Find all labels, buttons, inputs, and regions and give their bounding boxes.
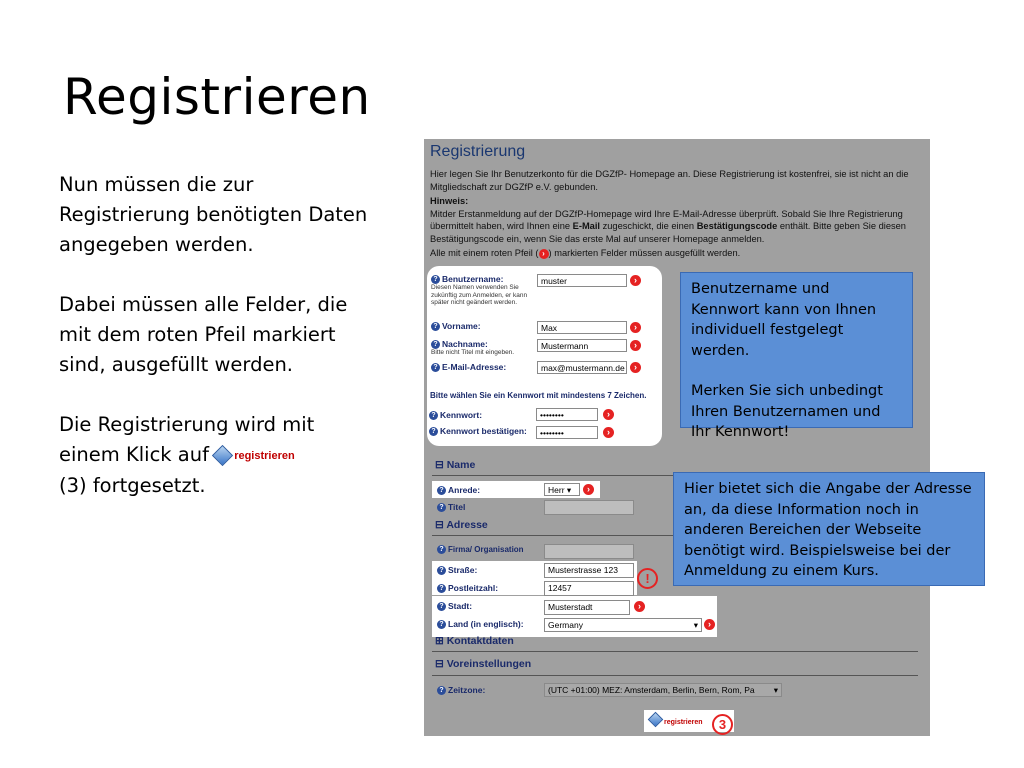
help-icon[interactable]: ? — [437, 686, 446, 695]
help-icon[interactable]: ? — [437, 486, 446, 495]
chevron-down-icon: ▾ — [566, 485, 572, 495]
firstname-label-group — [431, 321, 481, 331]
salutation-select[interactable]: Herr ▾ — [544, 483, 580, 496]
street-label-group — [437, 565, 477, 575]
red-arrow-icon: › — [630, 322, 641, 333]
help-icon[interactable]: ? — [431, 275, 440, 284]
chevron-down-icon: ▾ — [773, 685, 778, 695]
section-prefs-header[interactable]: ⊟ Voreinstellungen — [435, 658, 532, 670]
slide-title: Registrieren — [63, 68, 371, 126]
country-label-group — [437, 619, 524, 629]
red-arrow-icon: › — [603, 409, 614, 420]
para3-text: Die Registrierung wird mit einem Klick auf — [59, 413, 315, 466]
password-label: Kennwort: — [440, 410, 483, 420]
username-help: Diesen Namen verwenden Sie zukünftig zum Anmelden, er kann später nicht geändert werden. — [431, 284, 528, 307]
help-icon[interactable]: ? — [429, 411, 438, 420]
username-field[interactable]: muster — [537, 274, 627, 287]
company-field[interactable] — [544, 544, 634, 559]
street-label: Straße: — [448, 565, 478, 575]
diamond-icon — [212, 445, 233, 466]
title-label: Titel — [448, 502, 466, 512]
help-icon[interactable]: ? — [431, 340, 440, 349]
password-label-group — [429, 410, 482, 420]
lastname-label-group — [431, 339, 536, 357]
slide-body — [59, 170, 379, 501]
zip-label: Postleitzahl: — [448, 583, 499, 593]
form-title: Registrierung — [430, 143, 526, 160]
form-intro — [430, 168, 926, 260]
email-label: E-Mail-Adresse: — [442, 362, 507, 372]
username-label-group — [431, 274, 536, 307]
exclamation-icon: ! — [637, 568, 658, 589]
email-label-group — [431, 362, 506, 372]
body-paragraph-3 — [59, 410, 379, 501]
firstname-label: Vorname: — [442, 321, 481, 331]
register-button-label: registrieren — [664, 719, 703, 726]
intro-text: Hier legen Sie Ihr Benutzerkonto für die DGZfP- Homepage an. Diese Registrierung ist kostenfrei, sie ist nicht an die Mitgliedschaft zur DGZfP e.V. gebunden. — [430, 169, 909, 192]
street-field[interactable]: Musterstrasse 123 — [544, 563, 634, 578]
email-field[interactable]: max@mustermann.de — [537, 361, 627, 374]
help-icon[interactable]: ? — [429, 427, 438, 436]
salutation-label-group — [437, 485, 480, 495]
red-arrow-icon: › — [630, 340, 641, 351]
callout-credentials — [680, 272, 913, 440]
title-field[interactable] — [544, 500, 634, 515]
inline-register-label: registrieren — [234, 449, 295, 462]
password-hint: Bitte wählen Sie ein Kennwort mit mindestens 7 Zeichen. — [430, 391, 647, 400]
divider — [432, 675, 918, 676]
chevron-down-icon: ▾ — [693, 620, 698, 630]
lastname-label: Nachname: — [442, 339, 488, 349]
section-address-header[interactable]: ⊟ Adresse — [435, 519, 488, 531]
firstname-field[interactable]: Max — [537, 321, 627, 334]
timezone-select[interactable]: (UTC +01:00) MEZ: Amsterdam, Berlin, Bern, Rom, Pa ▾ — [544, 683, 782, 697]
callout-credentials-text-2: Merken Sie sich unbedingt Ihren Benutzernamen und Ihr Kennwort! — [691, 383, 883, 440]
city-label-group — [437, 601, 472, 611]
callout-credentials-text-1: Benutzername und Kennwort kann von Ihnen individuell festgelegt werden. — [691, 281, 877, 359]
country-select[interactable]: Germany ▾ — [544, 618, 702, 632]
red-arrow-icon: › — [634, 601, 645, 612]
password-confirm-field[interactable]: •••••••• — [536, 426, 598, 439]
help-icon[interactable]: ? — [437, 602, 446, 611]
section-name-header[interactable]: ⊟ Name — [435, 459, 476, 471]
red-arrow-icon: › — [704, 619, 715, 630]
lastname-help: Bitte nicht Titel mit eingeben. — [431, 349, 515, 357]
help-icon[interactable]: ? — [437, 620, 446, 629]
hint-text: Mitder Erstanmeldung auf der DGZfP-Homepage wird Ihre E-Mail-Adresse überprüft. Sobald Sie Ihre Registrierung übermittelt haben, wird Ihnen eine E-Mail zugeschickt, die einen Bestätigungscode enthält. Bitte geben Sie diesen Bestätigungscode ein, wenn Sie das erste Mal auf unserer Homepage anmelden. — [430, 208, 906, 244]
zip-field[interactable]: 12457 — [544, 581, 634, 596]
para3-end: (3) fortgesetzt. — [59, 473, 206, 497]
lastname-field[interactable]: Mustermann — [537, 339, 627, 352]
callout-address-text: Hier bietet sich die Angabe der Adresse an, da diese Information noch in anderen Bereichen der Webseite benötigt wird. Beispielsweise bei der Anmeldung zu einem Kurs. — [684, 481, 972, 579]
inline-register-icon — [215, 441, 295, 471]
required-note: Alle mit einem roten Pfeil ( › ) markierten Felder müssen ausgefüllt werden. — [430, 248, 741, 258]
red-arrow-icon: › — [630, 275, 641, 286]
timezone-label-group — [437, 685, 485, 695]
diamond-icon — [648, 712, 664, 728]
body-paragraph-2: Dabei müssen alle Felder, die mit dem roten Pfeil markiert sind, ausgefüllt werden. — [59, 293, 348, 376]
help-icon[interactable]: ? — [437, 503, 446, 512]
register-button[interactable] — [650, 713, 703, 726]
country-label: Land (in englisch): — [448, 619, 524, 629]
company-label-group — [437, 545, 524, 554]
red-arrow-icon: › — [539, 249, 549, 259]
section-contact-header[interactable]: ⊞ Kontaktdaten — [435, 635, 514, 647]
timezone-label: Zeitzone: — [448, 685, 486, 695]
password-confirm-label: Kennwort bestätigen: — [440, 426, 527, 436]
hint-label: Hinweis: — [430, 196, 469, 206]
password-confirm-label-group — [429, 426, 527, 436]
help-icon[interactable]: ? — [437, 566, 446, 575]
red-arrow-icon: › — [583, 484, 594, 495]
city-label: Stadt: — [448, 601, 473, 611]
password-field[interactable]: •••••••• — [536, 408, 598, 421]
divider — [432, 651, 918, 652]
company-label: Firma/ Organisation — [448, 545, 524, 554]
body-paragraph-1: Nun müssen die zur Registrierung benötigten Daten angegeben werden. — [59, 173, 368, 256]
red-arrow-icon: › — [603, 427, 614, 438]
title-label-group — [437, 502, 465, 512]
zip-label-group — [437, 583, 498, 593]
red-arrow-icon: › — [630, 362, 641, 373]
help-icon[interactable]: ? — [437, 584, 446, 593]
salutation-label: Anrede: — [448, 485, 481, 495]
callout-address — [673, 472, 985, 586]
help-icon[interactable]: ? — [431, 322, 440, 331]
help-icon[interactable]: ? — [431, 363, 440, 372]
city-field[interactable]: Musterstadt — [544, 600, 630, 615]
username-label: Benutzername: — [442, 274, 504, 284]
step-3-marker: 3 — [712, 714, 733, 735]
help-icon[interactable]: ? — [437, 545, 446, 554]
